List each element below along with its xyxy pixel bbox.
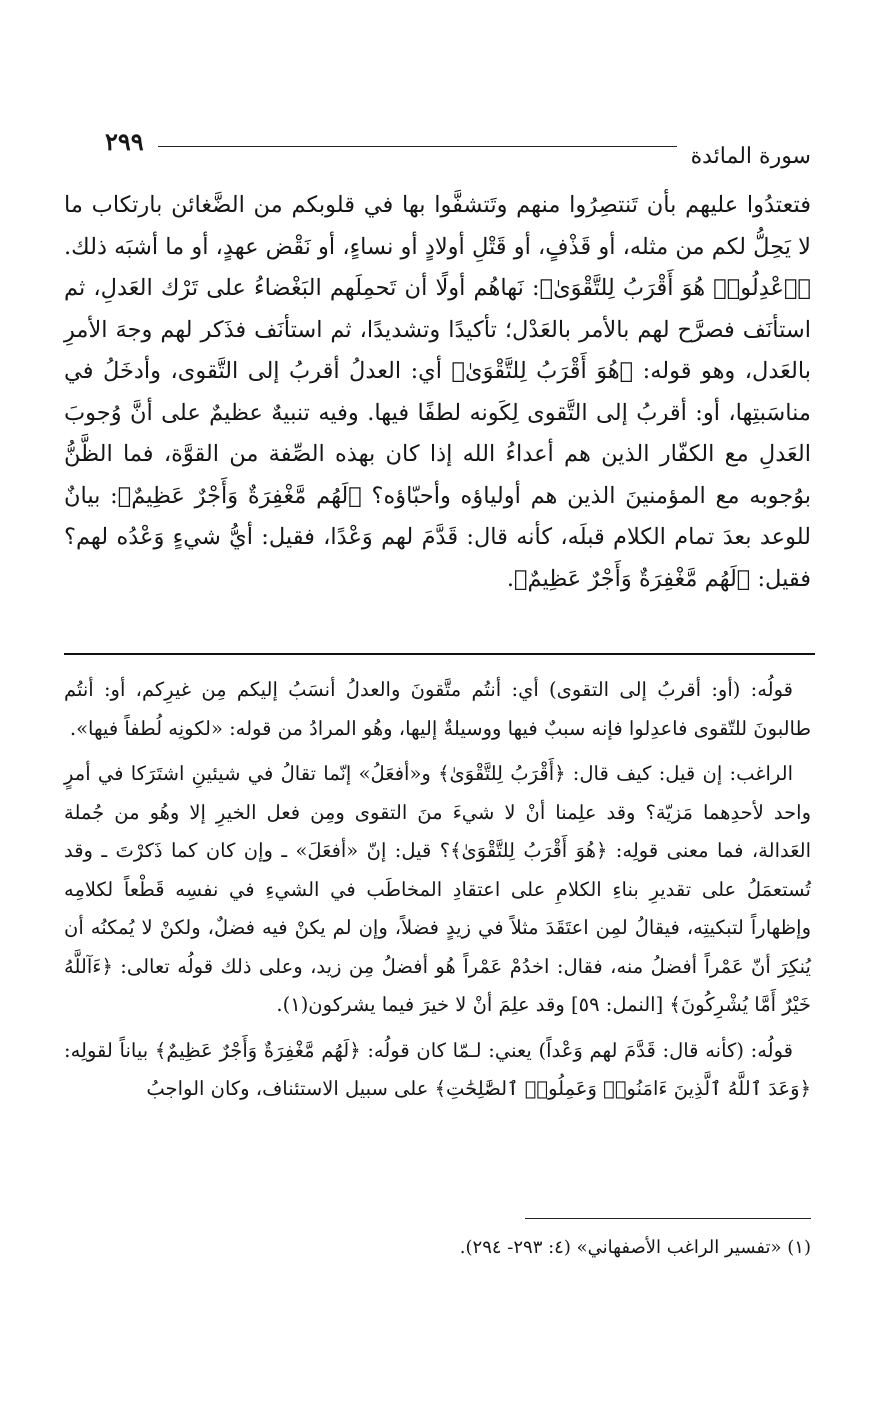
footnote: (١) «تفسير الراغب الأصفهاني» (٤: ٢٩٣- ٢٩٤). — [459, 1237, 811, 1258]
page-header — [105, 116, 811, 169]
commentary — [64, 671, 811, 1116]
header-rule — [158, 146, 677, 147]
footnote-rule — [525, 1218, 811, 1219]
main-paragraph: فتعتدُوا عليهم بأن تَنتصِرُوا منهم وتَتشفَّوا بها في قلوبكم من الضَّغائن بارتكاب ما لا يَحِلُّ لكم من مثله، أو قَذْفٍ، أو قَتْلِ أولادٍ أو نساءٍ، أو نَقْض عهدٍ، أو ما أشبَه ذلك. ﴿ٱعْدِلُوا۟ هُوَ أَقْرَبُ لِلتَّقْوَىٰ﴾: نَهاهُم أولًا أن تَحمِلَهم البَغْضاءُ على تَرْك العَدلِ، ثم استأنَف فصرَّح لهم بالأمر بالعَدْل؛ تأكيدًا وتشديدًا، ثم استأنَف فذَكر لهم وجهَ الأمرِ بالعَدل، وهو قوله: ﴿هُوَ أَقْرَبُ لِلتَّقْوَىٰ﴾ أي: العدلُ أقربُ إلى التَّقوى، وأدخَلُ في مناسَبتِها، أو: أقربُ إلى التَّقوى لِكَونه لطفًا فيها. وفيه تنبيهٌ عظيمٌ على أنَّ وُجوبَ العَدلِ مع الكفّار الذين هم أعداءُ الله إذا كان بهذه الصِّفة من القوَّة، فما الظَّنُّ بوُجوبه مع المؤمنينَ الذين هم أولياؤه وأحبّاؤه؟ ﴿لَهُم مَّغْفِرَةٌ وَأَجْرٌ عَظِيمٌ﴾: بيانٌ للوعد بعدَ تمام الكلام قبلَه، كأنه قال: قَدَّمَ لهم وَعْدًا، فقيل: أيُّ شيءٍ وَعْدُه لهم؟ فقيل: ﴿لَهُم مَّغْفِرَةٌ وَأَجْرٌ عَظِيمٌ﴾. — [64, 192, 811, 592]
commentary-paragraph-2: الراغب: إن قيل: كيف قال: ﴿أَقْرَبُ لِلتَّقْوَىٰ﴾ و«أفعَلُ» إنّما تقالُ في شيئينِ اشتَرَكا في أمرٍ واحد لأحدِهما مَزيّة؟ وقد علِمنا أنْ لا شيءَ منَ التقوى ومِن فعل الخيرِ إلا وهُو من جُملة العَدالة، فما معنى قولِه: ﴿هُوَ أَقْرَبُ لِلتَّقْوَىٰ﴾؟ قيل: إنّ «أفعَلَ» ـ وإن كان كما ذَكرْتَ ـ وقد تُستعمَلُ على تقديرِ بناءِ الكلامِ على اعتقادِ المخاطَب في الشيءِ في نفسِه قَطْعاً لكلامِه وإظهاراً لتبكيتِه، فيقالُ لمِن اعتَقَدَ مثلاً في زيدٍ فضلاً، وإن لم يكنْ فيه فضلٌ، ولكنْ لا يُمكنُه أن يُنكِرَ أنّ عَمْراً أفضلُ منه، فقال: اخدُمْ عَمْراً هُو أفضلُ مِن زيد، وعلى ذلك قولُه تعالى: ﴿ءَآللَّهُ خَيْرٌ أَمَّا يُشْرِكُونَ﴾ [النمل: ٥٩] وقد علِمَ أنْ لا خيرَ فيما يشركون(١). — [64, 762, 811, 1016]
page-number: ٢٩٩ — [105, 126, 144, 156]
main-text — [64, 185, 811, 600]
section-divider — [64, 653, 815, 655]
commentary-paragraph-3: قولُه: (كأنه قال: قَدَّمَ لهم وَعْداً) يعني: لـمّا كان قولُه: ﴿لَهُم مَّغْفِرَةٌ وَأَجْرٌ عَظِيمٌ﴾ بياناً لقولِه: ﴿وَعَدَ ٱللَّهُ ٱلَّذِينَ ءَامَنُوا۟ وَعَمِلُوا۟ ٱلصَّٰلِحَٰتِ﴾ على سبيل الاستئناف، وكان الواجبُ — [64, 1038, 811, 1100]
surah-title: سورة المائدة — [690, 143, 811, 169]
commentary-paragraph-1: قولُه: (أو: أقربُ إلى التقوى) أي: أنتُم متَّقونَ والعدلُ أنسَبُ إليكم مِن غيرِكم، أو: أنتُم طالبونَ للتّقوى فاعدِلوا فإنه سببٌ فيها ووسيلةٌ إليها، وهُو المرادُ من قوله: «لكونِه لُطفاً فيها». — [64, 678, 811, 740]
